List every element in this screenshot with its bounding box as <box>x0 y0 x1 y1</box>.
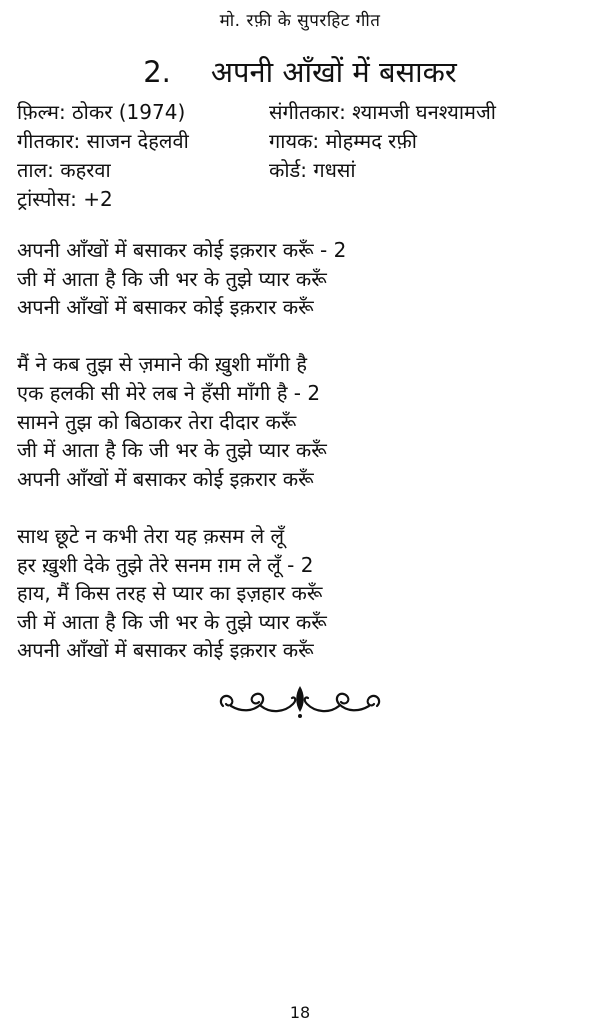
song-title-text: अपनी आँखों में बसाकर <box>210 55 457 89</box>
page-number: 18 <box>289 1003 311 1022</box>
singer-info: गायक: मोहम्मद रफ़ी <box>269 129 417 153</box>
taal-info: ताल: कहरवा <box>17 158 111 182</box>
lyricist-info: गीतकार: साजन देहलवी <box>17 129 189 153</box>
song-number: 2. <box>143 55 171 89</box>
stanza <box>17 350 587 493</box>
lyrics <box>17 236 587 665</box>
meta-row <box>17 156 587 185</box>
running-head: मो. रफ़ी के सुपरहिट गीत <box>219 11 381 31</box>
composer-info: संगीतकार: श्यामजी घनश्यामजी <box>269 100 496 124</box>
stanza <box>17 522 587 665</box>
song-metadata <box>17 98 587 214</box>
lyric-line: सामने तुझ को बिठाकर तेरा दीदार करूँ <box>17 409 297 434</box>
lyric-line: अपनी आँखों में बसाकर कोई इक़रार करूँ <box>17 638 314 663</box>
lyric-line: अपनी आँखों में बसाकर कोई इक़रार करूँ <box>17 295 314 320</box>
film-info: फ़िल्म: ठोकर (1974) <box>17 100 186 124</box>
transpose-info: ट्रांस्पोस: +2 <box>17 187 113 211</box>
flourish-ornament-icon <box>215 682 385 722</box>
lyric-line: साथ छूटे न कभी तेरा यह क़सम ले लूँ <box>17 523 285 548</box>
meta-row <box>17 98 587 127</box>
meta-empty <box>269 185 587 214</box>
lyric-line: जी में आता है कि जी भर के तुझे प्यार करूँ <box>17 438 327 463</box>
lyric-line: हर ख़ुशी देके तुझे तेरे सनम ग़म ले लूँ - 2 <box>17 552 314 577</box>
lyric-line: मैं ने कब तुझ से ज़माने की ख़ुशी माँगी है <box>17 352 308 377</box>
chord-info: कोर्ड: गधसां <box>269 158 356 182</box>
lyric-line: एक हलकी सी मेरे लब ने हँसी माँगी है - 2 <box>17 380 321 405</box>
meta-row <box>17 127 587 156</box>
lyric-line: हाय, मैं किस तरह से प्यार का इज़हार करूँ <box>17 581 323 606</box>
lyric-line: जी में आता है कि जी भर के तुझे प्यार करूँ <box>17 266 327 291</box>
lyric-line: जी में आता है कि जी भर के तुझे प्यार करूँ <box>17 609 327 634</box>
stanza <box>17 236 587 322</box>
song-title <box>0 52 600 91</box>
meta-row <box>17 185 587 214</box>
lyric-line: अपनी आँखों में बसाकर कोई इक़रार करूँ <box>17 466 314 491</box>
lyric-line: अपनी आँखों में बसाकर कोई इक़रार करूँ - 2 <box>17 238 347 262</box>
